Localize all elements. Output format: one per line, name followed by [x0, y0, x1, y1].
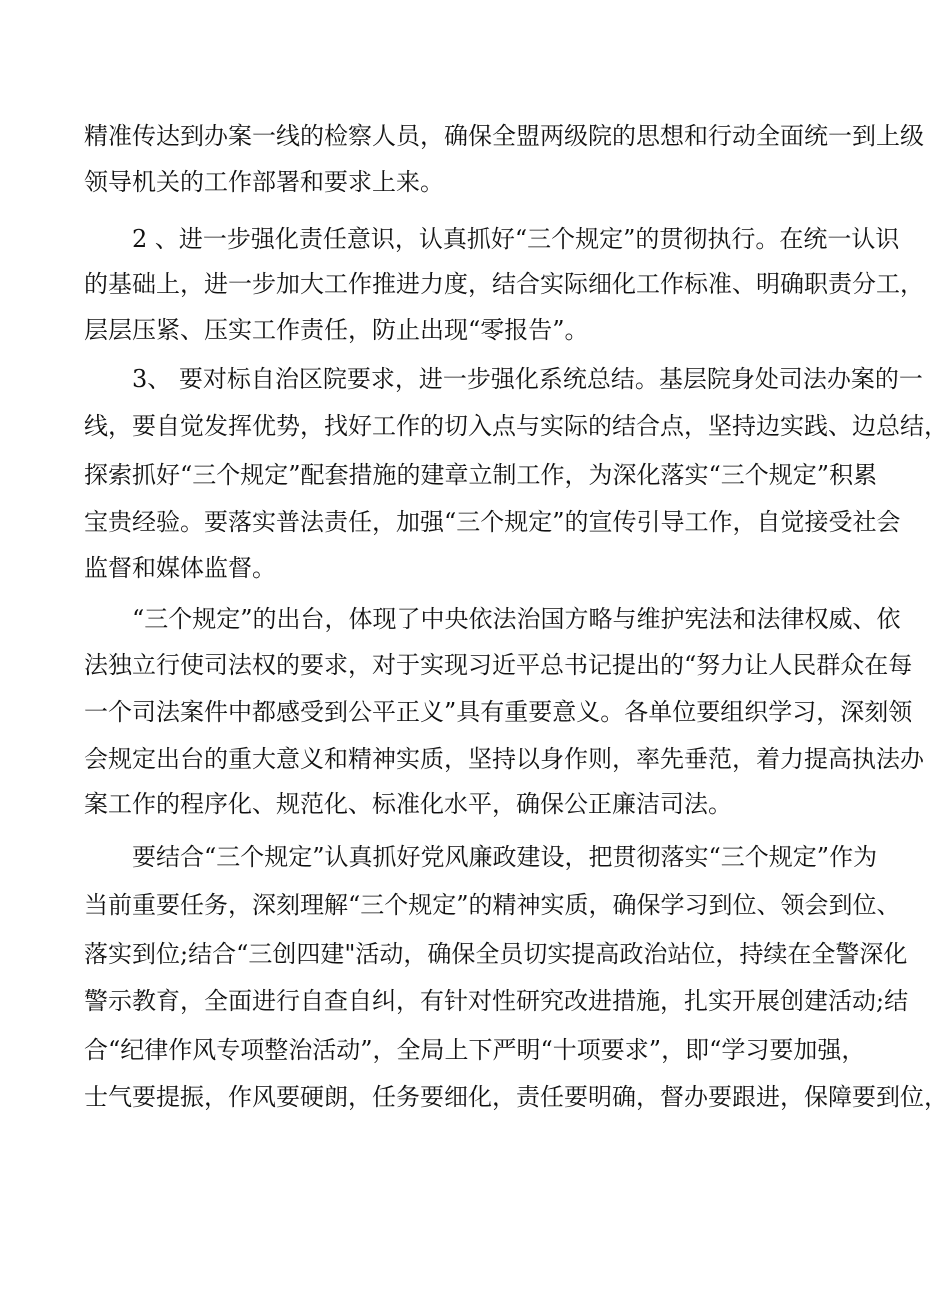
text-line: 警示教育，全面进行自查自纠，有针对性研究改进措施，扎实开展创建活动;结: [84, 987, 909, 1015]
text-line: 3、 要对标自治区院要求，进一步强化系统总结。基层院身处司法办案的一: [132, 365, 923, 393]
text-line: 监督和媒体监督。: [84, 554, 276, 582]
text-line: 精准传达到办案一线的检察人员，确保全盟两级院的思想和行动全面统一到上级: [84, 122, 924, 150]
text-line: 领导机关的工作部署和要求上来。: [84, 168, 444, 196]
text-line: 当前重要任务，深刻理解“三个规定”的精神实质，确保学习到位、领会到位、: [84, 891, 901, 919]
text-line: 的基础上，进一步加大工作推进力度，结合实际细化工作标准、明确职责分工，: [84, 270, 924, 298]
text-line: 2 、进一步强化责任意识，认真抓好“三个规定”的贯彻执行。在统一认识: [132, 225, 900, 253]
text-line: 线，要自觉发挥优势，找好工作的切入点与实际的结合点，坚持边实践、边总结，: [84, 412, 948, 440]
text-line: 法独立行使司法权的要求，对于实现习近平总书记提出的“努力让人民群众在每: [84, 651, 913, 679]
text-line: 士气要提振，作风要硬朗，任务要细化，责任要明确，督办要跟进，保障要到位，: [84, 1083, 948, 1111]
text-line: 一个司法案件中都感受到公平正义”具有重要意义。各单位要组织学习，深刻领: [84, 698, 913, 726]
text-line: 合“纪律作风专项整治活动”，全局上下严明“十项要求”，即“学习要加强，: [84, 1036, 866, 1064]
text-line: 案工作的程序化、规范化、标准化水平，确保公正廉洁司法。: [84, 790, 732, 818]
text-line: 层层压紧、压实工作责任，防止出现“零报告”。: [84, 316, 589, 344]
text-line: 要结合“三个规定”认真抓好党风廉政建设，把贯彻落实“三个规定”作为: [132, 843, 878, 871]
text-line: 宝贵经验。要落实普法责任，加强“三个规定”的宣传引导工作，自觉接受社会: [84, 508, 901, 536]
text-line: 探索抓好“三个规定”配套措施的建章立制工作，为深化落实“三个规定”积累: [84, 461, 878, 489]
text-line: 会规定出台的重大意义和精神实质，坚持以身作则，率先垂范，着力提高执法办: [84, 745, 924, 773]
text-line: “三个规定”的出台，体现了中央依法治国方略与维护宪法和法律权威、依: [132, 605, 901, 633]
text-line: 落实到位;结合“三创四建"活动，确保全员切实提高政治站位，持续在全警深化: [84, 940, 908, 968]
